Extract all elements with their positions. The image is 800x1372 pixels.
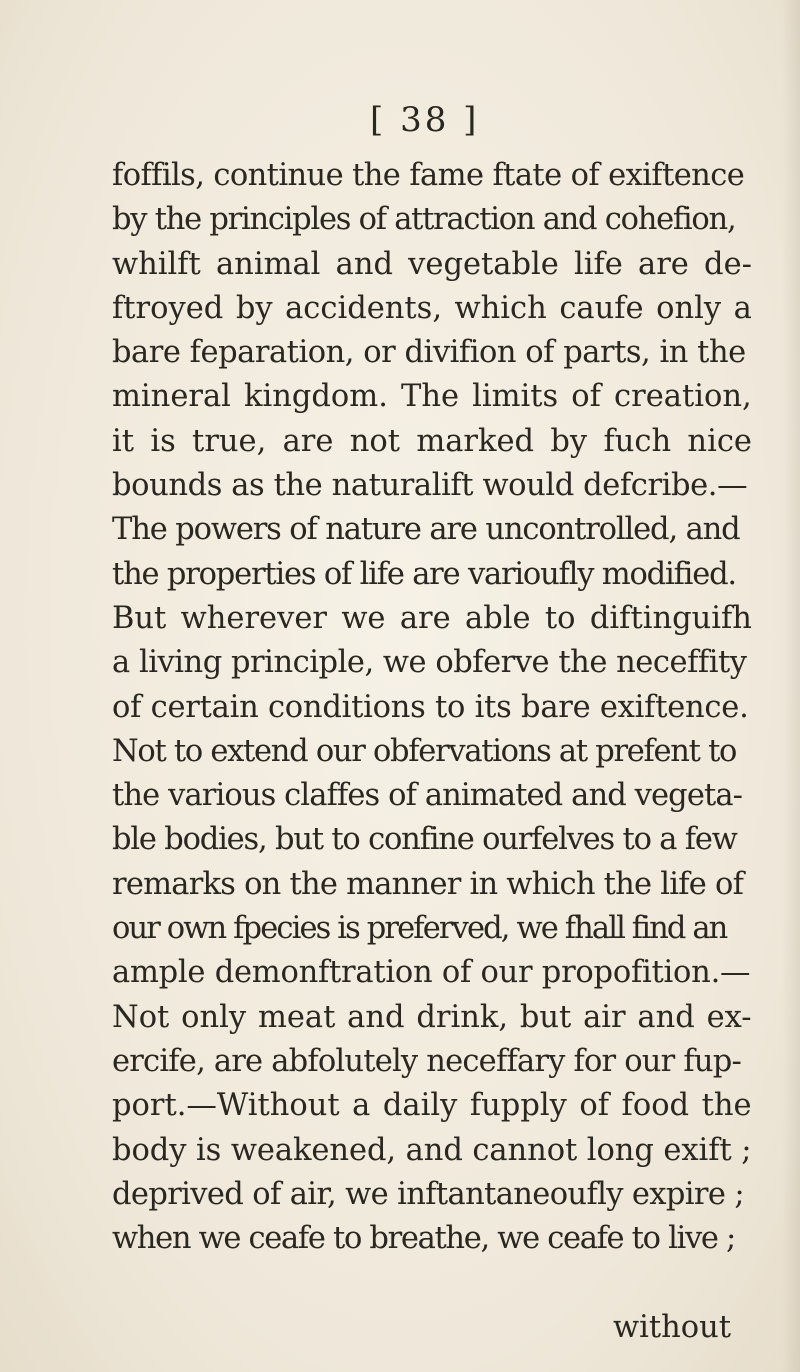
text-line: ample demonftration of our propofition.— [112,955,751,991]
text-line: a living principle, we obferve the neceffity [112,645,747,681]
page-edge-shadow [782,0,800,1372]
text-line: port.—Without a daily fupply of food the [112,1088,752,1124]
text-line: ercife, are abfolutely neceffary for our fup- [112,1043,741,1079]
text-line: ftroyed by accidents, which caufe only a [112,290,752,326]
body-text [112,154,752,1261]
text-line: body is weakened, and cannot long exift ; [112,1132,752,1168]
text-line: The powers of nature are uncontrolled, and [112,512,740,548]
text-line: ble bodies, but to confine ourfelves to a few [112,822,737,858]
text-line: Not to extend our obfervations at prefent to [112,733,737,769]
text-line: foffils, continue the fame ftate of exiftence [112,158,745,193]
text-line: But wherever we are able to diftinguifh [112,600,752,636]
text-line: whilft animal and vegetable life are de- [112,246,752,282]
page-number: [ 38 ] [370,100,480,140]
text-line: bare feparation, or divifion of parts, in the [112,335,746,371]
text-line: remarks on the manner in which the life of [112,866,744,902]
text-line: by the principles of attraction and cohefion, [112,202,736,238]
text-line: bounds as the naturalift would defcribe.— [112,468,748,504]
text-line: Not only meat and drink, but air and ex- [112,999,752,1035]
text-line: it is true, are not marked by fuch nice [112,423,752,459]
text-line: of certain conditions to its bare exiftence. [112,689,749,725]
catchword: without [613,1310,732,1345]
text-line: the various claffes of animated and vegeta- [112,778,743,814]
text-line: deprived of air, we inftantaneoufly expire ; [112,1176,744,1212]
text-line: when we ceafe to breathe, we ceafe to live ; [112,1221,735,1257]
text-line: the properties of life are varioufly modified. [112,556,736,592]
text-line: mineral kingdom. The limits of creation, [112,379,752,415]
text-line: our own fpecies is preferved, we fhall find an [112,911,727,947]
